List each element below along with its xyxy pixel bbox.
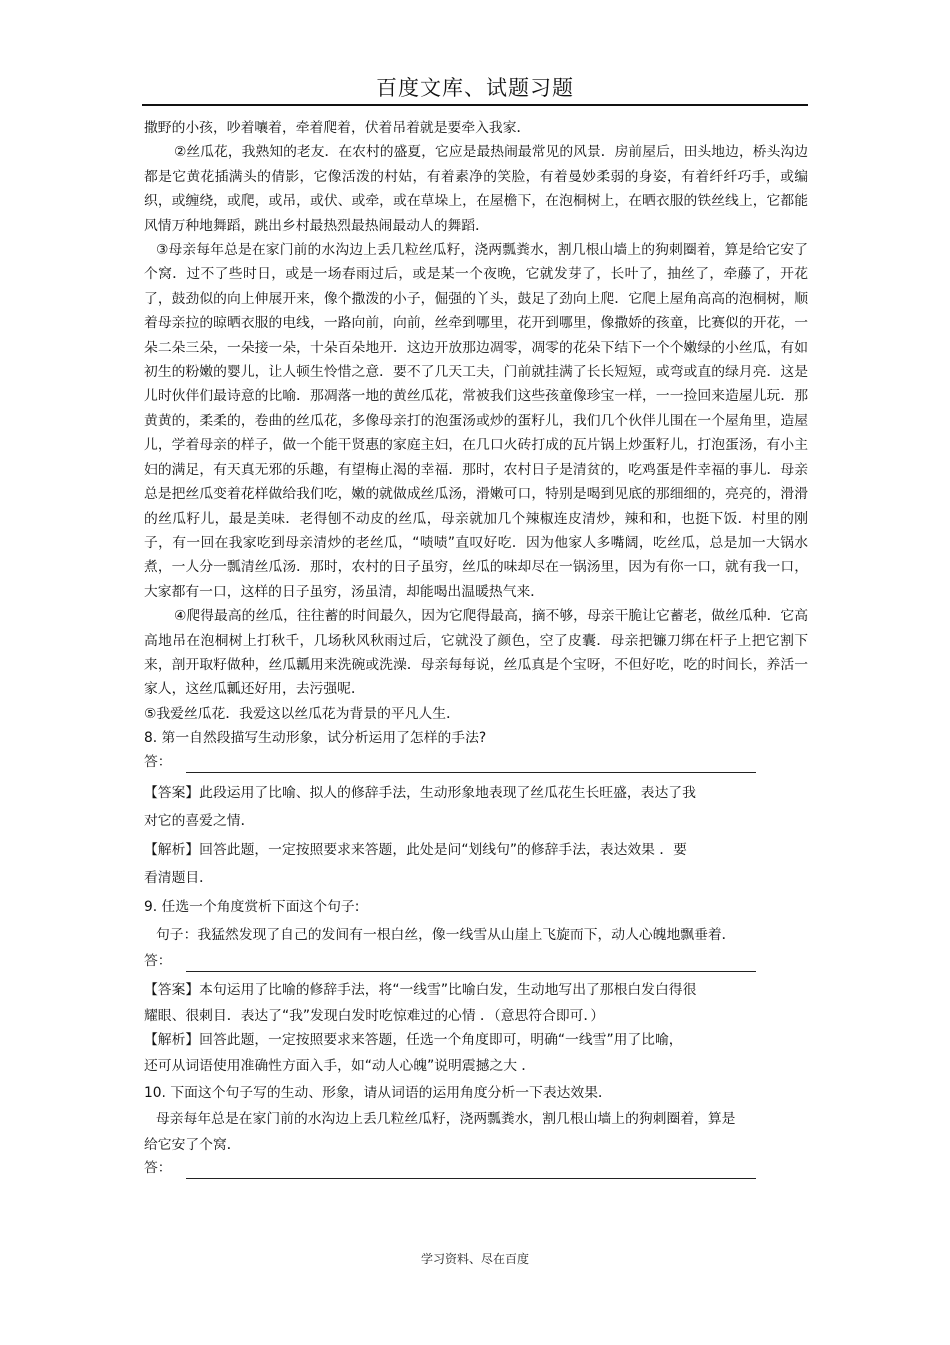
page-footer: 学习资料、尽在百度 — [420, 1252, 529, 1266]
question-9-answer-line[interactable] — [144, 950, 808, 972]
question-8-answer-line[interactable] — [144, 751, 808, 773]
question-8-analysis-line-2: 看清题目． — [144, 870, 213, 887]
answer-prefix: 答： — [144, 1160, 172, 1177]
answer-blank[interactable] — [186, 760, 756, 773]
question-9-answer-line-1: 【答案】本句运用了比喻的修辞手法，将“一线雪”比喻白发，生动地写出了那根白发白得很 — [144, 981, 697, 998]
page-title: 百度文库、试题习题 — [376, 76, 574, 100]
question-9-answer-line-2: 耀眼、很刺目．表达了“我”发现白发时吃惊难过的心情 ．（意思符合即可．） — [144, 1008, 605, 1025]
question-10-sentence-line-1: 母亲每年总是在家门前的水沟边上丢几粒丝瓜籽，浇两瓢粪水，割几根山墙上的狗刺圈着，算是 — [156, 1110, 736, 1127]
question-10-answer-line[interactable] — [144, 1157, 808, 1179]
answer-blank[interactable] — [186, 1166, 756, 1179]
answer-prefix: 答： — [144, 753, 172, 770]
question-8-answer-line-2: 对它的喜爱之情． — [144, 813, 255, 830]
question-9-sentence: 句子：我猛然发现了自己的发间有一根白丝，像一线雪从山崖上飞旋而下，动人心魄地飘垂着． — [156, 927, 736, 944]
question-8-answer-line-1: 【答案】此段运用了比喻、拟人的修辞手法，生动形象地表现了丝瓜花生长旺盛，表达了我 — [144, 784, 696, 801]
document-body — [144, 116, 808, 1179]
question-9-analysis-line-1: 【解析】回答此题，一定按照要求来答题，任选一个角度即可，明确“一线雪”用了比喻， — [144, 1032, 683, 1049]
question-8-stem: 8. 第一自然段描写生动形象，试分析运用了怎样的手法? — [144, 730, 487, 747]
question-10-sentence-line-2: 给它安了个窝． — [144, 1137, 241, 1154]
question-9-analysis-line-2: 还可从词语使用准确性方面入手，如“动人心魄”说明震撼之大 ． — [144, 1058, 536, 1075]
passage-paragraph-4: ④爬得最高的丝瓜，往往蓄的时间最久，因为它爬得最高，摘不够，母亲干脆让它蓄老，做丝瓜种．它高高地吊在泡桐树上打秋千，几场秋风秋雨过后，它就没了颜色，空了皮囊．母亲把镰刀绑在杆子上把它割下来，剖开取籽做种，丝瓜瓤用来洗碗或洗澡．母亲每每说，丝瓜真是个宝呀，不但好吃，吃的时间长，养活一家人，这丝瓜瓤还好用，去污强呢． — [144, 608, 808, 698]
question-10-stem: 10. 下面这个句子写的生动、形象，请从词语的运用角度分析一下表达效果． — [144, 1084, 612, 1101]
passage-paragraph-1-continued: 撒野的小孩，吵着嚷着，牵着爬着，伏着吊着就是要牵入我家． — [144, 120, 531, 136]
answer-blank[interactable] — [186, 959, 756, 972]
page-header — [142, 70, 808, 106]
question-8-analysis-line-1: 【解析】回答此题，一定按照要求来答题，此处是问“划线句”的修辞手法，表达效果 ．要 — [144, 841, 687, 858]
passage-paragraph-2: ②丝瓜花，我熟知的老友．在农村的盛夏，它应是最热闹最常见的风景．房前屋后，田头地边，桥头沟边都是它黄花插满头的倩影，它像活泼的村姑，有着素净的笑脸，有着曼妙柔弱的身姿，有着纤纤巧手，或编织，或缠绕，或爬，或吊，或伏、或牵，或在草垛上，在屋檐下，在泡桐树上，在晒衣服的铁丝线上，它都能风情万种地舞蹈，跳出乡村最热烈最热闹最动人的舞蹈． — [144, 144, 808, 234]
question-9-stem: 9. 任选一个角度赏析下面这个句子: — [144, 898, 360, 915]
passage-paragraph-5: ⑤我爱丝瓜花．我爱这以丝瓜花为背景的平凡人生． — [144, 705, 460, 722]
answer-prefix: 答： — [144, 952, 172, 969]
passage-paragraph-3: ③母亲每年总是在家门前的水沟边上丢几粒丝瓜籽，浇两瓢粪水，割几根山墙上的狗刺圈着，算是给它安了个窝．过不了些时日，或是一场春雨过后，或是某一个夜晚，它就发芽了，长叶了，抽丝了，牵藤了，开花了，鼓劲似的向上伸展开来，像个撒泼的小子，倔强的丫头，鼓足了劲向上爬．它爬上屋角高高的泡桐树，顺着母亲拉的晾晒衣服的电线，一路向前，向前，丝牵到哪里，花开到哪里，像撒娇的孩童，比赛似的开花，一朵二朵三朵，一朵接一朵，十朵百朵地开．这边开放那边凋零，凋零的花朵下结下一个个嫩绿的小丝瓜，有如初生的粉嫩的婴儿，让人顿生怜惜之意．要不了几天工夫，门前就挂满了长长短短，或弯或直的绿月亮．这是儿时伙伴们最诗意的比喻．那凋落一地的黄丝瓜花，常被我们这些孩童像珍宝一样，一一捡回来造屋儿玩．那黄黄的，柔柔的，卷曲的丝瓜花，多像母亲打的泡蛋汤或炒的蛋籽儿，我们几个伙伴儿围在一个屋角里，造屋儿，学着母亲的样子，做一个能干贤惠的家庭主妇，在几口火砖打成的瓦片锅上炒蛋籽儿，打泡蛋汤，有小主妇的满足，有天真无邪的乐趣，有望梅止渴的幸福．那时，农村日子是清贫的，吃鸡蛋是件幸福的事儿．母亲总是把丝瓜变着花样做给我们吃，嫩的就做成丝瓜汤，滑嫩可口，特别是喝到见底的那细细的，亮亮的，滑滑的丝瓜籽儿，最是美味．老得刨不动皮的丝瓜，母亲就加几个辣椒连皮清炒，辣和和，也挺下饭．村里的刚子，有一回在我家吃到母亲清炒的老丝瓜，“啧啧”直叹好吃．因为他家人多嘴阔，吃丝瓜，总是加一大锅水煮，一人分一瓢清丝瓜汤．那时，农村的日子虽穷，丝瓜的味却尽在一锅汤里，因为有你一口，就有我一口，大家都有一口，这样的日子虽穷，汤虽清，却能喝出温暖热气来． — [144, 242, 808, 600]
